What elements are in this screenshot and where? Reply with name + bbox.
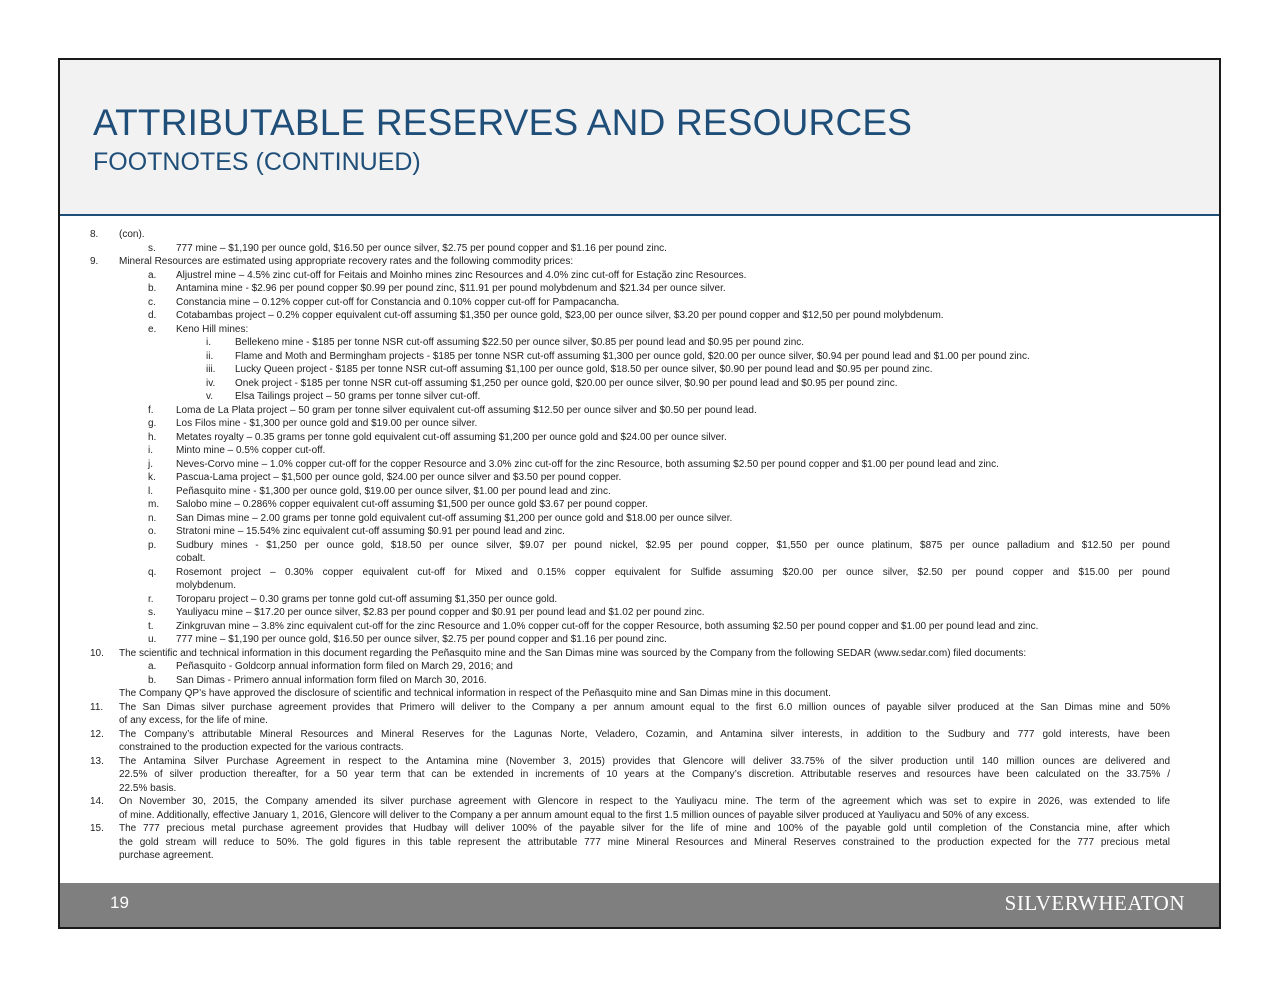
- footnote-line: [60, 323, 1210, 337]
- footnote-marker: p.: [148, 539, 157, 551]
- footnote-text: Toroparu project – 0.30 grams per tonne gold cut-off assuming $1,350 per ounce gold.: [176, 593, 558, 605]
- page-number: 19: [110, 893, 129, 912]
- footnote-marker: h.: [148, 431, 157, 443]
- footnote-line: [60, 512, 1210, 526]
- footnote-marker: 9.: [90, 256, 99, 267]
- footnote-text: Keno Hill mines:: [176, 323, 249, 335]
- slide-header: [60, 60, 1219, 216]
- footnote-text: Los Filos mine - $1,300 per ounce gold and $19.00 per ounce silver.: [176, 418, 478, 429]
- footnote-text: San Dimas mine – 2.00 grams per tonne gold equivalent cut-off assuming $1,200 per ounce gold and $18.00 per ounce silver.: [176, 512, 733, 524]
- footnote-marker: v.: [206, 391, 214, 402]
- footnote-marker: s.: [148, 607, 156, 618]
- footnote-marker: u.: [148, 634, 157, 645]
- footnote-text: of any excess, for the life of mine.: [119, 715, 268, 726]
- footnote-line: [60, 377, 1210, 391]
- footnote-line: [60, 269, 1210, 283]
- footnote-marker: s.: [148, 242, 156, 254]
- footnote-marker: c.: [148, 296, 156, 308]
- footnote-marker: d.: [148, 310, 157, 321]
- footnote-line: [60, 593, 1210, 607]
- footnote-text: Zinkgruvan mine – 3.8% zinc equivalent cut-off for the zinc Resource and 1.0% copper cut-off for the copper Resource, both assuming $2.50 per pound copper and $1.00 per pound lead and zinc.: [176, 620, 1039, 632]
- page-subtitle: FOOTNOTES (CONTINUED): [93, 148, 421, 176]
- footnote-line: [60, 606, 1210, 620]
- footnote-marker: 12.: [90, 728, 104, 740]
- footnote-marker: a.: [148, 269, 157, 281]
- footnote-text: Bellekeno mine - $185 per tonne NSR cut-off assuming $22.50 per ounce silver, $0.85 per pound lead and $0.95 per pound zinc.: [235, 337, 805, 348]
- footnote-line: [60, 782, 1210, 796]
- footnote-text: Mineral Resources are estimated using appropriate recovery rates and the following commodity prices:: [119, 256, 574, 267]
- page-title: ATTRIBUTABLE RESERVES AND RESOURCES: [93, 102, 913, 143]
- footnote-marker: 15.: [90, 823, 104, 834]
- footnote-line: [60, 566, 1210, 580]
- footnote-marker: l.: [148, 485, 153, 497]
- footnote-text: Neves-Corvo mine – 1.0% copper cut-off for the copper Resource and 3.0% zinc cut-off for the zinc Resource, both assuming $2.50 per pound copper and $1.00 per pound lead and zinc.: [176, 458, 999, 470]
- footnote-line: [60, 579, 1210, 593]
- footnote-text: molybdenum.: [176, 580, 237, 591]
- slide: [58, 58, 1221, 929]
- footnote-text: cobalt.: [176, 553, 206, 564]
- footnote-text: constrained to the production expected for the various contracts.: [119, 742, 404, 753]
- footnote-marker: i.: [206, 337, 211, 348]
- footnote-line: [60, 741, 1210, 755]
- footnote-text: Onek project - $185 per tonne NSR cut-off assuming $1,250 per ounce gold, $20.00 per ounce silver, $0.90 per pound lead and $0.95 per pound zinc.: [235, 377, 898, 389]
- footnote-line: [60, 458, 1210, 472]
- footnote-text: Aljustrel mine – 4.5% zinc cut-off for Feitais and Moinho mines zinc Resources and 4.0% zinc cut-off for Estação zinc Resources.: [176, 269, 747, 281]
- footnote-line: [60, 620, 1210, 634]
- footnote-text: Rosemont project – 0.30% copper equivalent cut-off for Mixed and 0.15% copper equivalent for Sulfide assuming $20.00 per ounce silver, $2.50 per pound copper and $15.00 per pound: [176, 566, 1170, 578]
- footnote-line: [60, 768, 1210, 782]
- footnote-line: [60, 822, 1210, 836]
- footnote-line: [60, 390, 1210, 404]
- footnote-marker: e.: [148, 323, 157, 335]
- footnote-line: [60, 471, 1210, 485]
- footnote-text: Flame and Moth and Bermingham projects - $185 per tonne NSR cut-off assuming $1,300 per ounce gold, $20.00 per ounce silver, $0.94 per pound lead and $1.00 per pound zinc.: [235, 350, 1030, 362]
- footnote-text: the gold stream will reduce to 50%. The gold figures in this table represent the attributable 777 mine Mineral Resources and Mineral Reserves constrained to the production expected for the 777 precious metal: [119, 836, 1170, 848]
- footnote-line: [60, 282, 1210, 296]
- footnote-line: [60, 485, 1210, 499]
- footnote-line: [60, 633, 1210, 647]
- silverwheaton-logo: SILVERWHEATON: [1004, 891, 1185, 915]
- footnote-marker: n.: [148, 512, 157, 524]
- footnote-text: Elsa Tailings project – 50 grams per tonne silver cut-off.: [235, 391, 481, 402]
- slide-footer: [60, 883, 1219, 927]
- footnote-text: Sudbury mines - $1,250 per ounce gold, $18.50 per ounce silver, $9.07 per pound nickel, $2.95 per pound copper, $1,550 per ounce platinum, $875 per ounce palladium and $12.50 per pound: [176, 539, 1170, 551]
- footnote-marker: f.: [148, 404, 154, 416]
- footnote-line: [60, 714, 1210, 728]
- footnote-line: [60, 836, 1210, 850]
- footnote-line: [60, 417, 1210, 431]
- footnote-line: [60, 525, 1210, 539]
- footnote-text: Constancia mine – 0.12% copper cut-off for Constancia and 0.10% copper cut-off for Pampacancha.: [176, 296, 620, 308]
- footnote-line: [60, 255, 1210, 269]
- footnote-text: The Company’s attributable Mineral Resources and Mineral Reserves for the Lagunas Norte, Veladero, Cozamin, and Antamina silver interests, in addition to the Sudbury and 777 gold interests, have been: [119, 728, 1170, 740]
- footnote-marker: 8.: [90, 229, 99, 240]
- footnote-line: [60, 849, 1210, 863]
- footnote-line: [60, 728, 1210, 742]
- footnote-marker: a.: [148, 661, 157, 672]
- footnote-text: purchase agreement.: [119, 850, 214, 861]
- footnote-marker: 13.: [90, 755, 104, 767]
- footnote-text: Peñasquito - Goldcorp annual information form filed on March 29, 2016; and: [176, 661, 513, 672]
- footnote-line: [60, 444, 1210, 458]
- footnote-text: Lucky Queen project - $185 per tonne NSR cut-off assuming $1,100 per ounce gold, $18.50 per ounce silver, $0.90 per pound lead and $0.95 per pound zinc.: [235, 364, 933, 375]
- footnote-line: [60, 552, 1210, 566]
- footnote-text: 777 mine – $1,190 per ounce gold, $16.50 per ounce silver, $2.75 per pound copper and $1.16 per pound zinc.: [176, 634, 667, 645]
- footnote-text: Salobo mine – 0.286% copper equivalent cut-off assuming $1,500 per ounce gold $3.67 per pound copper.: [176, 499, 648, 510]
- footnote-line: [60, 809, 1210, 823]
- footnote-line: [60, 687, 1210, 701]
- footnote-line: [60, 431, 1210, 445]
- footnote-line: [60, 350, 1210, 364]
- footnote-marker: iv.: [206, 377, 216, 389]
- footnote-marker: k.: [148, 472, 156, 483]
- footnote-marker: g.: [148, 418, 157, 429]
- footnote-marker: b.: [148, 283, 157, 294]
- footnote-text: Pascua-Lama project – $1,500 per ounce gold, $24.00 per ounce silver and $3.50 per pound copper.: [176, 472, 622, 483]
- footnote-line: [60, 228, 1210, 242]
- footnote-text: Metates royalty – 0.35 grams per tonne gold equivalent cut-off assuming $1,200 per ounce gold and $24.00 per ounce silver.: [176, 431, 727, 443]
- footnote-text: The San Dimas silver purchase agreement provides that Primero will deliver to the Company a per annum amount equal to the first 6.0 million ounces of payable silver produced at the San Dimas mine and 50%: [119, 701, 1170, 713]
- footnote-marker: 14.: [90, 796, 104, 807]
- footnote-text: Peñasquito mine - $1,300 per ounce gold, $19.00 per ounce silver, $1.00 per pound lead and zinc.: [176, 485, 611, 497]
- footnote-line: [60, 404, 1210, 418]
- footnote-marker: o.: [148, 526, 157, 537]
- footnote-text: San Dimas - Primero annual information form filed on March 30, 2016.: [176, 674, 487, 686]
- footnote-text: 777 mine – $1,190 per ounce gold, $16.50 per ounce silver, $2.75 per pound copper and $1.16 per pound zinc.: [176, 242, 667, 254]
- footnote-marker: t.: [148, 620, 154, 632]
- footnote-line: [60, 498, 1210, 512]
- footnote-marker: ii.: [206, 350, 214, 362]
- footnote-marker: iii.: [206, 364, 216, 375]
- footnotes-body: [60, 228, 1219, 878]
- footnote-text: Yauliyacu mine – $17.20 per ounce silver, $2.83 per pound copper and $0.91 per pound lead and $1.02 per pound zinc.: [176, 607, 705, 618]
- footnote-text: 22.5% of silver production thereafter, for a 50 year term that can be extended in increments of 10 years at the Company’s discretion. Attributable reserves and resources have been calculated on the 33.75% /: [119, 769, 1170, 780]
- footnote-text: Stratoni mine – 15.54% zinc equivalent cut-off assuming $0.91 per pound lead and zinc.: [176, 526, 565, 537]
- footnote-text: The 777 precious metal purchase agreement provides that Hudbay will deliver 100% of the payable silver for the life of mine and 100% of the payable gold until completion of the Constancia mine, after which: [119, 823, 1170, 834]
- footnote-marker: 10.: [90, 647, 104, 659]
- footnote-line: [60, 674, 1210, 688]
- footnote-line: [60, 647, 1210, 661]
- footnote-text: Antamina mine - $2.96 per pound copper $0.99 per pound zinc, $11.91 per pound molybdenum and $21.34 per ounce silver.: [176, 283, 726, 294]
- footnote-line: [60, 309, 1210, 323]
- footnote-text: of mine. Additionally, effective January 1, 2016, Glencore will deliver to the Company a per annum amount equal to the first 1.5 million ounces of payable silver produced at Yauliyacu and 50% of any excess.: [119, 809, 1030, 821]
- footnote-text: The Antamina Silver Purchase Agreement in respect to the Antamina mine (November 3, 2015) provides that Glencore will deliver 33.75% of the silver production until 140 million ounces are delivered and: [119, 755, 1170, 767]
- footnote-line: [60, 755, 1210, 769]
- footnote-text: Minto mine – 0.5% copper cut-off.: [176, 445, 326, 456]
- footnote-marker: 11.: [90, 701, 104, 713]
- footnote-line: [60, 363, 1210, 377]
- footnote-line: [60, 795, 1210, 809]
- footnote-marker: b.: [148, 674, 157, 686]
- footnote-line: [60, 296, 1210, 310]
- footnote-line: [60, 242, 1210, 256]
- footnote-text: Cotabambas project – 0.2% copper equivalent cut-off assuming $1,350 per ounce gold, $23,00 per ounce silver, $3.20 per pound copper and $12,50 per pound molybdenum.: [176, 310, 944, 321]
- footnote-text: The scientific and technical information in this document regarding the Peñasquito mine and the San Dimas mine was sourced by the Company from the following SEDAR (www.sedar.com) filed documents:: [119, 647, 1027, 659]
- footnote-text: The Company QP’s have approved the disclosure of scientific and technical information in respect of the Peñasquito mine and San Dimas mine in this document.: [119, 688, 831, 699]
- footnote-line: [60, 336, 1210, 350]
- footnote-marker: i.: [148, 445, 153, 456]
- footnote-marker: q.: [148, 566, 157, 578]
- footnote-marker: j.: [148, 458, 153, 470]
- footnote-text: Loma de La Plata project – 50 gram per tonne silver equivalent cut-off assuming $12.50 per ounce silver and $0.50 per pound lead.: [176, 404, 757, 416]
- footnote-line: [60, 701, 1210, 715]
- footnote-text: (con).: [119, 229, 145, 240]
- footnote-line: [60, 660, 1210, 674]
- footnote-text: 22.5% basis.: [119, 782, 177, 794]
- footnote-text: On November 30, 2015, the Company amended its silver purchase agreement with Glencore in respect to the Yauliyacu mine. The term of the agreement which was set to expire in 2026, was extended to life: [119, 796, 1170, 807]
- footnote-marker: m.: [148, 499, 160, 510]
- footnote-marker: r.: [148, 593, 154, 605]
- footnote-line: [60, 539, 1210, 553]
